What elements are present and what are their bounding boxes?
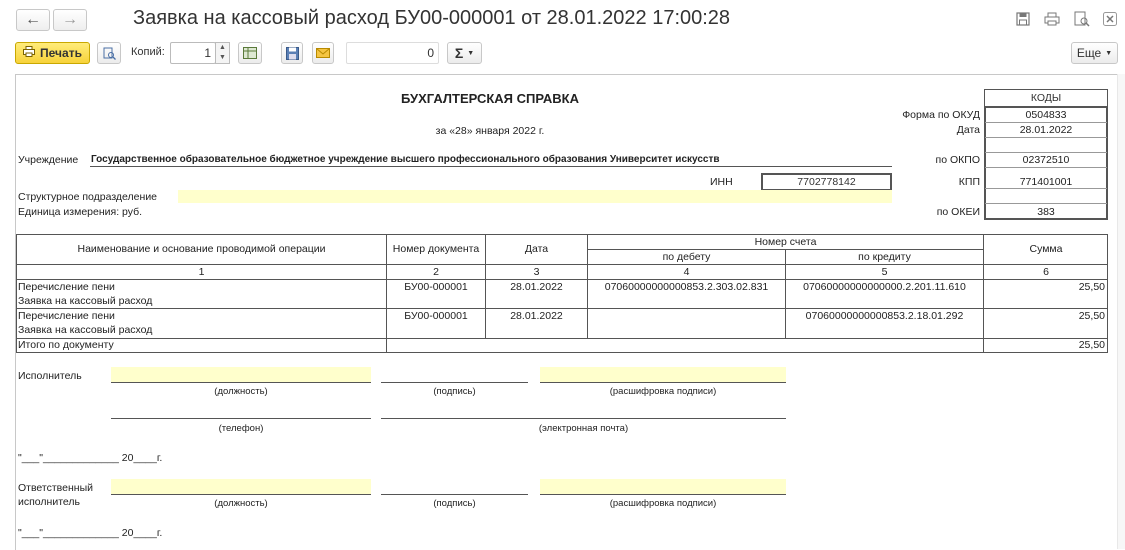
col-date-header: Дата <box>524 243 549 255</box>
preview-icon[interactable] <box>1073 10 1091 28</box>
total-sum: 25,50 <box>1078 339 1105 351</box>
table-row-operation: Заявка на кассовый расход <box>18 295 153 307</box>
org-name: Государственное образовательное бюджетное учреждение высшего профессионального образования Университет искусств <box>91 154 720 165</box>
preview-button[interactable] <box>97 42 121 64</box>
table-row-operation: Заявка на кассовый расход <box>18 324 153 336</box>
signature-line <box>540 494 786 495</box>
date-blank: "___"_____________ 20____г. <box>18 527 163 539</box>
position-caption: (должность) <box>214 498 268 509</box>
email-caption: (электронная почта) <box>538 423 629 434</box>
table-row-debit: 07060000000000853.2.303.02.831 <box>604 281 769 293</box>
signature-line <box>381 382 528 383</box>
inn-value: 7702778142 <box>761 173 892 191</box>
division-label: Структурное подразделение <box>18 191 158 203</box>
table-hline <box>588 249 983 250</box>
phone-caption: (телефон) <box>218 423 264 434</box>
table-row-sum: 25,50 <box>1078 310 1105 322</box>
decode-caption: (расшифровка подписи) <box>609 386 717 397</box>
responsible-position-field[interactable] <box>111 479 371 494</box>
kpp-label: КПП <box>958 176 980 188</box>
date-blank: "___"_____________ 20____г. <box>18 452 163 464</box>
division-field[interactable] <box>178 190 892 203</box>
printer-icon[interactable] <box>1043 10 1061 28</box>
total-label: Итого по документу <box>18 339 114 351</box>
col-operation-header: Наименование и основание проводимой операции <box>77 243 326 255</box>
table-hline <box>16 264 1108 265</box>
date-value: 28.01.2022 <box>1019 124 1073 136</box>
okpo-value: 02372510 <box>1022 154 1070 166</box>
table-row-docnum: БУ00-000001 <box>404 310 468 322</box>
okpo-label: по ОКПО <box>935 154 980 166</box>
close-icon[interactable] <box>1101 10 1119 28</box>
okud-label: Форма по ОКУД <box>902 109 980 121</box>
col-account-header: Номер счета <box>754 236 817 248</box>
save-button[interactable] <box>281 42 303 64</box>
report-date-line: за «28» января 2022 г. <box>435 125 545 137</box>
floppy-icon <box>286 47 299 60</box>
position-caption: (должность) <box>214 386 268 397</box>
report-heading: БУХГАЛТЕРСКАЯ СПРАВКА <box>401 91 579 106</box>
codes-divider <box>985 137 1107 138</box>
kpp-value: 771401001 <box>1019 176 1073 188</box>
more-button[interactable] <box>1071 42 1118 64</box>
page-title: Заявка на кассовый расход БУ00-000001 от 28.01.2022 17:00:28 <box>133 7 731 29</box>
table-row-date: 28.01.2022 <box>510 310 563 322</box>
vertical-scrollbar[interactable] <box>1117 74 1125 549</box>
col-docnum-header: Номер документа <box>392 243 480 255</box>
col-number: 5 <box>881 266 888 278</box>
sigma-icon: Σ <box>454 45 464 61</box>
codes-header: КОДЫ <box>984 89 1108 107</box>
table-row-operation: Перечисление пени <box>18 281 115 293</box>
codes-divider <box>985 188 1107 189</box>
codes-divider <box>985 152 1107 153</box>
more-label: Еще <box>1076 46 1102 60</box>
inn-label: ИНН <box>710 176 733 188</box>
responsible-label: Ответственный <box>18 482 93 494</box>
table-row-operation: Перечисление пени <box>18 310 115 322</box>
email-button[interactable] <box>312 42 334 64</box>
table-hline <box>16 308 1108 309</box>
col-sum-header: Сумма <box>1029 243 1063 255</box>
edit-button[interactable] <box>238 42 262 64</box>
chevron-down-icon: ▼ <box>467 49 475 57</box>
chevron-down-icon: ▼ <box>1105 49 1113 57</box>
phone-line <box>111 418 371 419</box>
okei-value: 383 <box>1037 206 1055 218</box>
org-label: Учреждение <box>18 154 79 166</box>
executor-label: Исполнитель <box>18 370 82 382</box>
table-row-sum: 25,50 <box>1078 281 1105 293</box>
printer-icon <box>23 46 35 60</box>
magnifier-icon <box>103 47 116 60</box>
signature-line <box>111 494 371 495</box>
copies-stepper[interactable]: ▲ ▼ <box>215 42 230 64</box>
org-underline <box>90 166 892 167</box>
codes-divider <box>985 122 1107 123</box>
table-row-docnum: БУ00-000001 <box>404 281 468 293</box>
print-button[interactable] <box>15 42 90 64</box>
col-number: 4 <box>683 266 690 278</box>
save-icon[interactable] <box>1014 10 1032 28</box>
col-debit-header: по дебету <box>662 251 711 263</box>
col-number: 1 <box>198 266 205 278</box>
email-line <box>381 418 786 419</box>
table-hline <box>16 279 1108 280</box>
executor-decode-field[interactable] <box>540 367 786 382</box>
col-number: 2 <box>433 266 439 278</box>
envelope-icon <box>316 48 330 58</box>
copies-label: Копий: <box>131 46 165 58</box>
signature-caption: (подпись) <box>433 386 476 397</box>
edit-table-icon <box>243 47 257 59</box>
responsible-decode-field[interactable] <box>540 479 786 494</box>
print-label: Печать <box>40 46 82 60</box>
sum-field: 0 <box>346 42 439 64</box>
signature-line <box>381 494 528 495</box>
unit-label: Единица измерения: руб. <box>18 206 143 218</box>
col-number: 3 <box>533 266 540 278</box>
table-row-date: 28.01.2022 <box>510 281 563 293</box>
col-credit-header: по кредиту <box>858 251 911 263</box>
executor-position-field[interactable] <box>111 367 371 382</box>
signature-line <box>111 382 371 383</box>
codes-divider <box>985 167 1107 168</box>
back-button[interactable] <box>16 9 50 31</box>
table-hline <box>16 338 1108 339</box>
table-row-credit: 07060000000000853.2.18.01.292 <box>805 310 964 322</box>
arrow-right-icon: → <box>62 11 78 28</box>
signature-line <box>540 382 786 383</box>
arrow-left-icon: ← <box>25 11 41 28</box>
table-row-credit: 07060000000000000.2.201.11.610 <box>803 281 966 293</box>
col-number: 6 <box>1043 266 1049 278</box>
responsible-label: исполнитель <box>18 496 80 508</box>
decode-caption: (расшифровка подписи) <box>609 498 717 509</box>
codes-divider <box>985 203 1107 204</box>
sum-mode-button[interactable] <box>447 42 482 64</box>
forward-button[interactable] <box>53 9 87 31</box>
copies-input[interactable]: 1 <box>170 42 216 64</box>
okud-value: 0504833 <box>1025 109 1067 121</box>
signature-caption: (подпись) <box>433 498 476 509</box>
okei-label: по ОКЕИ <box>936 206 980 218</box>
date-label: Дата <box>956 124 980 136</box>
